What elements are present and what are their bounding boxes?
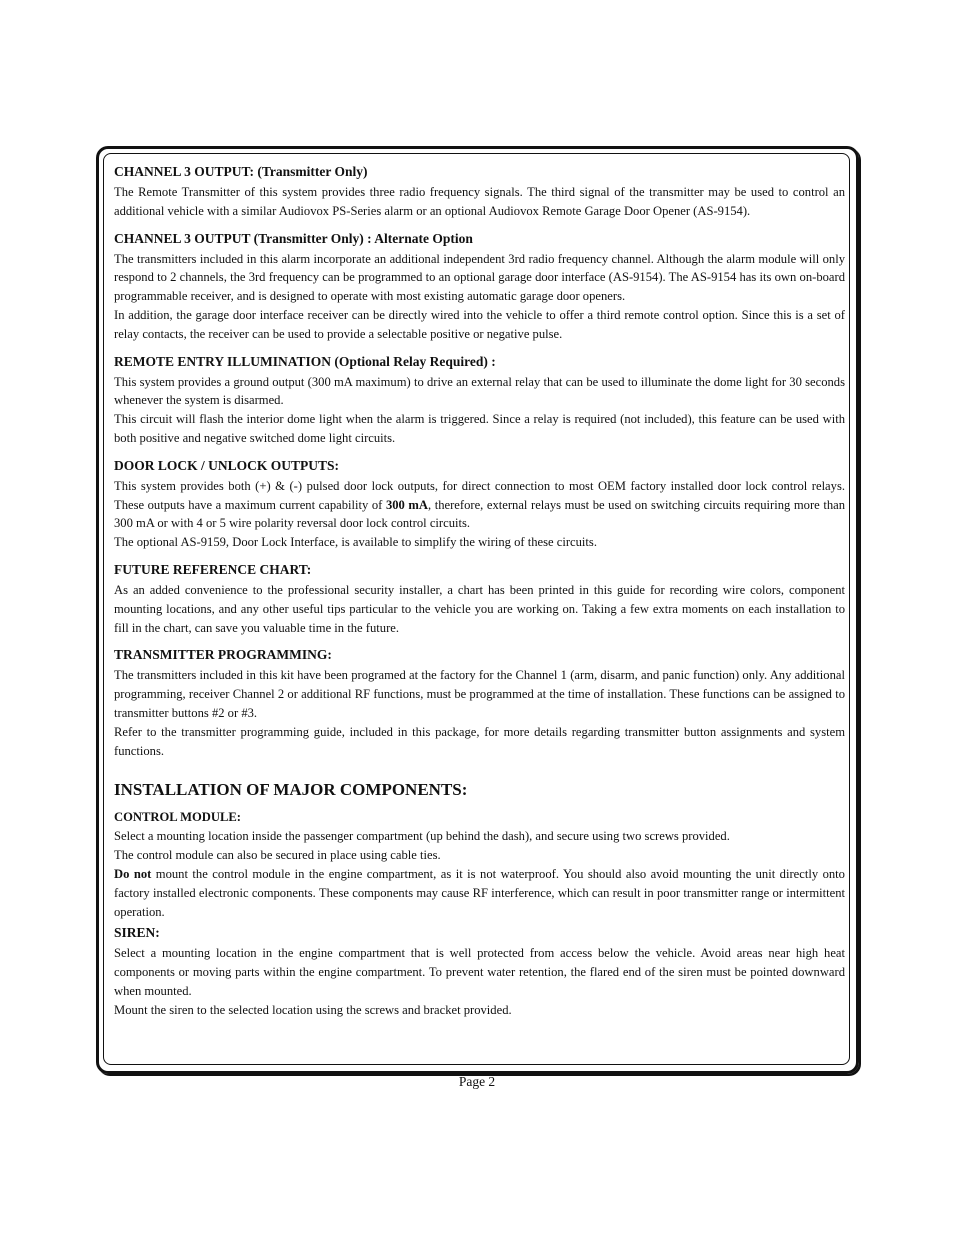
paragraph — [114, 865, 845, 921]
paragraph — [114, 477, 845, 533]
text-run: This system provides both (+) & (-) pulsed door lock outputs, for direct connection to most OEM factory installed door lock control relays. These outputs have a maximum current capability of — [114, 478, 845, 512]
bold-text: 300 mA — [385, 497, 428, 512]
paragraph: The optional AS-9159, Door Lock Interface, is available to simplify the wiring of these circuits. — [114, 535, 597, 550]
section-heading: SIREN: — [114, 925, 160, 941]
paragraph: Select a mounting location in the engine compartment that is well protected from access below the vehicle. Avoid areas near high heat components or moving parts within the engine compartment. To prevent water retention, the flared end of the siren must be pointed downward when mounted. — [114, 946, 845, 998]
paragraph: In addition, the garage door interface receiver can be directly wired into the vehicle to offer a third remote control option. Since this is a set of relay contacts, the receiver can be used to provide a selectable positive or negative pulse. — [114, 307, 845, 341]
paragraph: This system provides a ground output (300 mA maximum) to drive an external relay that can be used to illuminate the dome light for 30 seconds whenever the system is disarmed. — [114, 374, 845, 408]
paragraph: Select a mounting location inside the passenger compartment (up behind the dash), and secure using two screws provided. — [114, 829, 730, 844]
paragraph: The transmitters included in this alarm incorporate an additional independent 3rd radio frequency channel. Although the alarm module will only respond to 2 channels, the 3rd frequency can be programmed to an optional garage door interface (AS-9154). The AS-9154 has its own on-board programmable receiver, and is designed to operate with most existing automatic garage door openers. — [114, 251, 845, 304]
section-remote-entry-illumination — [114, 353, 845, 448]
section-heading: REMOTE ENTRY ILLUMINATION (Optional Relay Required) : — [114, 353, 496, 369]
bold-text: Do not — [114, 866, 152, 881]
paragraph: This circuit will flash the interior dome light when the alarm is triggered. Since a relay is required (not included), this feature can be used with both positive and negative switched dome light circuits. — [114, 412, 845, 445]
page-number: Page 2 — [458, 1074, 496, 1089]
section-future-reference-chart — [114, 561, 845, 637]
section-heading: DOOR LOCK / UNLOCK OUTPUTS: — [114, 457, 340, 473]
section-siren — [114, 924, 845, 1019]
paragraph: Mount the siren to the selected location using the screws and bracket provided. — [114, 1002, 512, 1017]
text-run: mount the control module in the engine compartment, as it is not waterproof. You should also avoid mounting the unit directly onto factory installed electronic components. These components may cause RF interference, which can result in poor transmitter range or intermittent operation. — [114, 866, 845, 919]
section-door-lock-outputs — [114, 457, 845, 552]
paragraph: The Remote Transmitter of this system provides three radio frequency signals. The third signal of the transmitter may be used to control an additional vehicle with a similar Audiovox PS-Series alarm or an optional Audiovox Remote Garage Door Opener (AS-9154). — [114, 185, 845, 218]
section-heading: CHANNEL 3 OUTPUT: (Transmitter Only) — [114, 164, 368, 179]
paragraph: The control module can also be secured in place using cable ties. — [114, 848, 441, 863]
subsection-heading: CONTROL MODULE: — [114, 810, 241, 825]
paragraph: Refer to the transmitter programming guide, included in this package, for more details regarding transmitter button assignments and system functions. — [114, 724, 845, 758]
section-heading: FUTURE REFERENCE CHART: — [114, 561, 312, 577]
section-channel3 — [114, 163, 845, 221]
section-control-module — [114, 808, 845, 921]
document-body — [114, 163, 845, 1029]
paragraph: The transmitters included in this kit have been programed at the factory for the Channel 1 (arm, disarm, and panic function) only. Any additional programming, receiver Channel 2 or additional RF functions, must be programmed at the time of installation. These functions can be assigned to transmitter buttons #2 or #3. — [114, 668, 845, 720]
section-channel3-alternate — [114, 230, 845, 344]
section-heading: CHANNEL 3 OUTPUT (Transmitter Only) : Alternate Option — [114, 230, 473, 246]
paragraph: As an added convenience to the professional security installer, a chart has been printed in this guide for recording wire colors, component mounting locations, and any other useful tips particular to the vehicle you are working on. Taking a few extra moments on each installation to fill in the chart, can save you valuable time in the future. — [114, 582, 845, 635]
text-run: , therefore, external relays must be used on switching circuits requiring more than 300 mA or with 4 or 5 wire polarity reversal door lock control circuits. — [114, 497, 846, 531]
section-heading: TRANSMITTER PROGRAMMING: — [114, 647, 332, 663]
section-transmitter-programming — [114, 646, 845, 760]
major-components-heading: INSTALLATION OF MAJOR COMPONENTS: — [114, 780, 468, 800]
